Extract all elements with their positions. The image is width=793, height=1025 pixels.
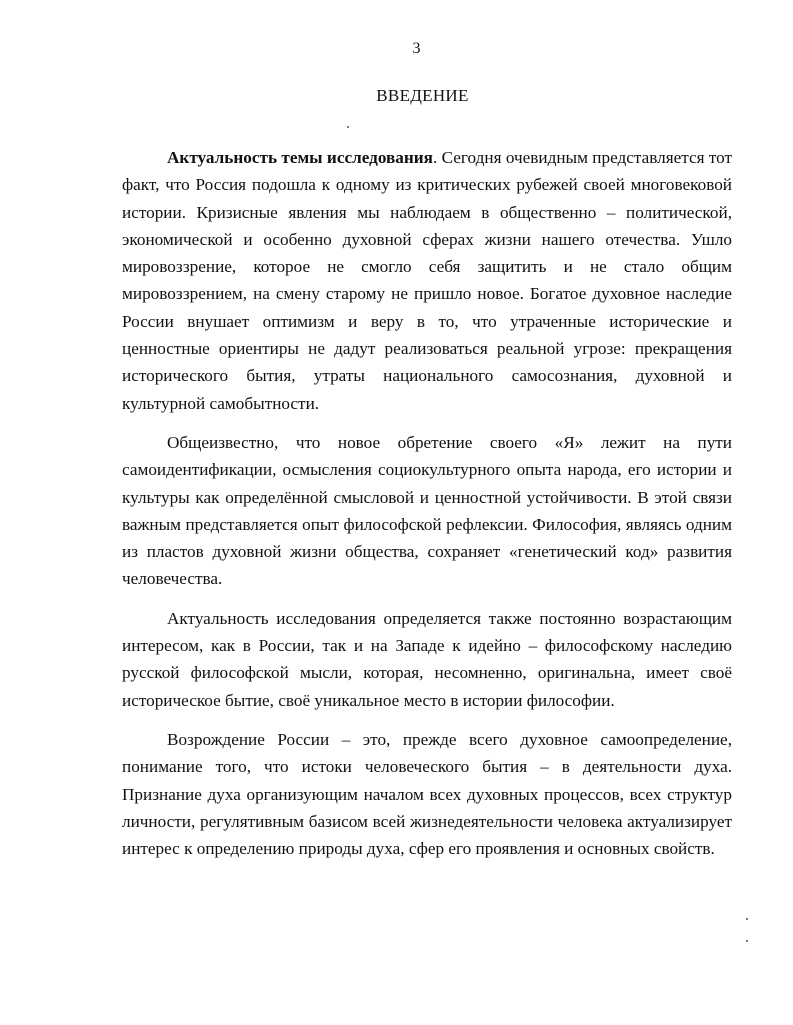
paragraph-revival — [122, 726, 732, 862]
body-text — [122, 144, 732, 874]
paragraph-lead: Актуальность темы исследования — [167, 148, 433, 167]
paragraph-relevance — [122, 144, 732, 417]
paragraph-text: . Сегодня очевидным представляется тот факт, что Россия подошла к одному из критических рубежей своей многовековой истории. Кризисные явления мы наблюдаем в общественно – политической, экономической и особенно духовной сферах жизни нашего отечества. Ушло мировоззрение, которое не смогло себя защитить и не стало общим мировоззрением, на смену старому не пришло новое. Богатое духовное наследие России внушает оптимизм и веру в то, что утраченные исторические и ценностные ориентиры не дадут реализоваться реальной угрозе: прекращения исторического бытия, утраты национального самосознания, духовной и культурной самобытности. — [122, 148, 732, 413]
scan-speck — [347, 126, 349, 128]
paragraph-research-interest — [122, 605, 732, 714]
paragraph-text: Возрождение России – это, прежде всего духовное самоопределение, понимание того, что истоки человеческого бытия – в деятельности духа. Признание духа организующим началом всех духовных процессов, всех структур личности, регулятивным базисом всей жизнедеятельности человека актуализирует интерес к определению природы духа, сфер его проявления и основных свойств. — [122, 729, 732, 859]
paragraph-self-identification — [122, 429, 732, 593]
scan-speck — [746, 940, 748, 942]
paragraph-text: Актуальность исследования определяется также постоянно возрастающим интересом, как в России, так и на Западе к идейно – философскому наследию русской философской мысли, которая, несомненно, оригинальна, имеет своё историческое бытие, своё уникальное место в истории философии. — [122, 608, 732, 710]
paragraph-text: Общеизвестно, что новое обретение своего «Я» лежит на пути самоидентификации, осмысления социокультурного опыта народа, его истории и культуры как определённой смысловой и ценностной устойчивости. В этой связи важным представляется опыт философской рефлексии. Философия, являясь одним из пластов духовной жизни общества, сохраняет «генетический код» развития человечества. — [122, 432, 732, 589]
scan-speck — [746, 918, 748, 920]
page-number: 3 — [412, 40, 421, 57]
page-title: ВВЕДЕНИЕ — [376, 86, 469, 105]
